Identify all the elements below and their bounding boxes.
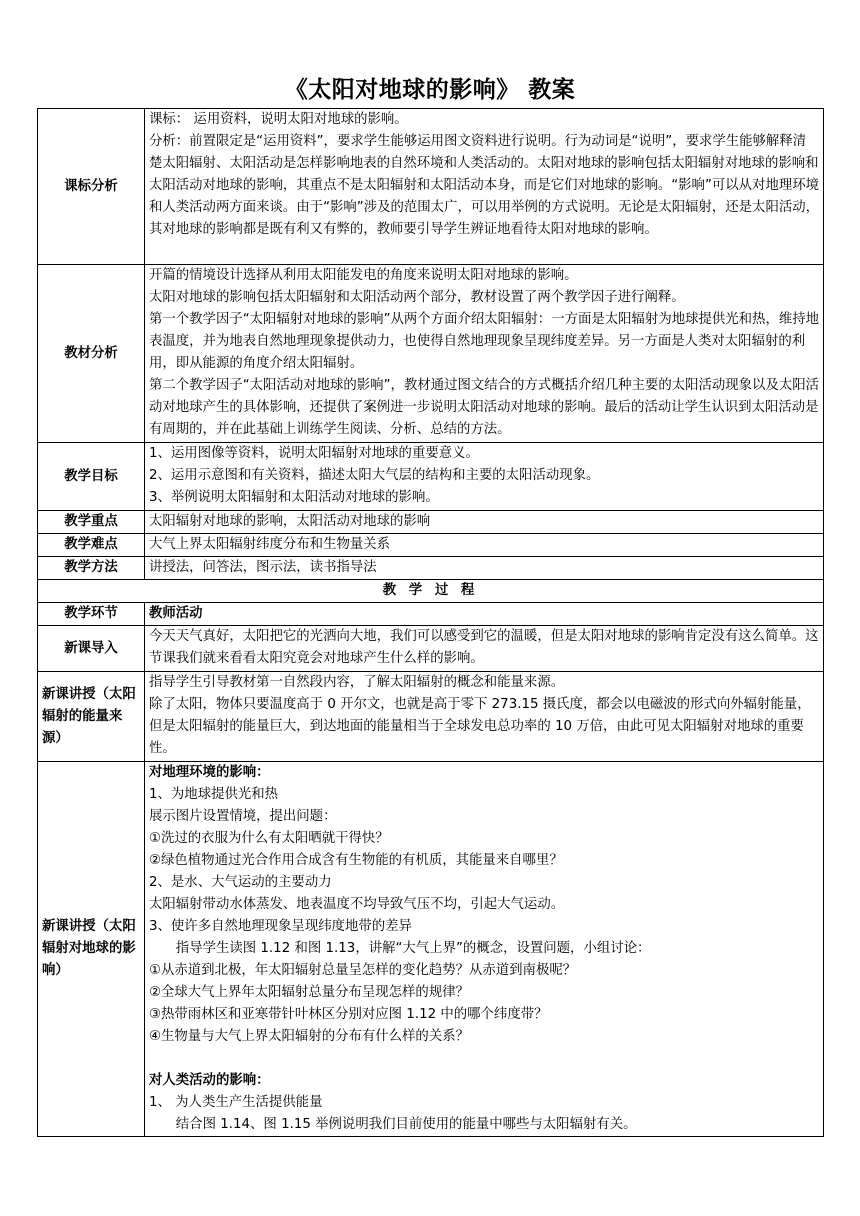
text-line: 3、使许多自然地理现象呈现纬度地带的差异 — [149, 919, 412, 934]
text-line: 指导学生读图 1.12 和图 1.13，讲解“大气上界”的概念，设置问题，小组讨论： — [175, 941, 651, 956]
text-line: 课标： 运用资料，说明太阳对地球的影响。 — [149, 112, 408, 127]
row-content — [145, 626, 824, 672]
text-line: 第二个教学因子“太阳活动对地球的影响”，教材通过图文结合的方式概括介绍几种主要的太阳活动现象以及太阳活动对地球产生的具体影响，还提供了案例进一步说明太阳活动对地球的影响。最后的活动让学生认识到太阳活动是有周期的，并在此基础上训练学生阅读、分析、总结的方法。 — [149, 378, 820, 437]
row-stage-header — [38, 603, 824, 626]
row-textbook-analysis — [38, 265, 824, 443]
row-label: 教学难点 — [38, 534, 145, 557]
text-line: ①洗过的衣服为什么有太阳晒就干得快？ — [149, 831, 389, 846]
text-line: 2、运用示意图和有关资料，描述太阳大气层的结构和主要的太阳活动现象。 — [149, 468, 600, 483]
row-label: 课标分析 — [38, 109, 145, 265]
row-curriculum-analysis — [38, 109, 824, 265]
text-line: 太阳辐射带动水体蒸发、地表温度不均导致气压不均，引起大气运动。 — [149, 897, 565, 912]
page-title: 《太阳对地球的影响》 教案 — [284, 77, 576, 103]
text-line: 太阳对地球的影响包括太阳辐射和太阳活动两个部分，教材设置了两个教学因子进行阐释。 — [149, 290, 685, 305]
row-lecture-energy — [38, 672, 824, 762]
row-label: 新课讲授（太阳辐射的能量来源） — [38, 672, 145, 762]
text-line: 结合图 1.14、图 1.15 举例说明我们目前使用的能量中哪些与太阳辐射有关。 — [175, 1117, 637, 1132]
text-line: ②绿色植物通过光合作用合成含有生物能的有机质，其能量来自哪里？ — [149, 853, 563, 868]
row-content — [145, 672, 824, 762]
row-content — [145, 265, 824, 443]
row-content — [145, 443, 824, 511]
lesson-plan-table — [37, 108, 824, 1137]
row-label: 教学重点 — [38, 511, 145, 534]
text-line: ④生物量与大气上界太阳辐射的分布有什么样的关系？ — [149, 1029, 469, 1044]
text-line: 3、举例说明太阳辐射和太阳活动对地球的影响。 — [149, 490, 439, 505]
text-line: 1、运用图像等资料，说明太阳辐射对地球的重要意义。 — [149, 446, 479, 461]
row-content: 太阳辐射对地球的影响，太阳活动对地球的影响 — [145, 511, 824, 534]
row-difficulties — [38, 534, 824, 557]
row-label: 教学方法 — [38, 557, 145, 580]
blank-line — [149, 1048, 819, 1070]
row-content: 讲授法，问答法，图示法，读书指导法 — [145, 557, 824, 580]
text-line: 2、是水、大气运动的主要动力 — [149, 875, 332, 890]
column-header-stage: 教学环节 — [38, 603, 145, 626]
text-line: 今天天气真好，太阳把它的光洒向大地，我们可以感受到它的温暖，但是太阳对地球的影响肯定没有这么简单。这节课我们就来看看太阳究竟会对地球产生什么样的影响。 — [149, 629, 819, 666]
section-heading: 教 学 过 程 — [38, 580, 824, 603]
text-line: 展示图片设置情境，提出问题： — [149, 809, 337, 824]
subheading: 对地理环境的影响： — [149, 765, 270, 780]
text-line: 1、为地球提供光和热 — [149, 787, 279, 802]
text-line: 指导学生引导教材第一自然段内容，了解太阳辐射的概念和能量来源。 — [149, 675, 565, 690]
row-process-header — [38, 580, 824, 603]
text-line: 开篇的情境设计选择从利用太阳能发电的角度来说明太阳对地球的影响。 — [149, 268, 578, 283]
text-line: ②全球大气上界年太阳辐射总量分布呈现怎样的规律？ — [149, 985, 469, 1000]
column-header-teacher-activity: 教师活动 — [145, 603, 824, 626]
row-methods — [38, 557, 824, 580]
row-label: 新课导入 — [38, 626, 145, 672]
row-key-points — [38, 511, 824, 534]
text-line: 1、 为人类生产生活提供能量 — [149, 1095, 323, 1110]
row-teaching-goals — [38, 443, 824, 511]
row-label: 新课讲授（太阳辐射对地球的影响） — [38, 762, 145, 1137]
text-line: 分析：前置限定是“运用资料”，要求学生能够运用图文资料进行说明。行为动词是“说明”，要求学生能够解释清楚太阳辐射、太阳活动是怎样影响地表的自然环境和人类活动的。太阳对地球的影响包括太阳辐射对地球的影响和太阳活动对地球的影响，其重点不是太阳辐射和太阳活动本身，而是它们对地球的影响。“影响”可以从对地理环境和人类活动两方面来谈。由于“影响”涉及的范围太广，可以用举例的方式说明。无论是太阳辐射，还是太阳活动，其对地球的影响都是既有利又有弊的，教师要引导学生辨证地看待太阳对地球的影响。 — [149, 134, 820, 237]
row-label: 教学目标 — [38, 443, 145, 511]
row-content — [145, 762, 824, 1137]
text-line: ③热带雨林区和亚寒带针叶林区分别对应图 1.12 中的哪个纬度带？ — [149, 1007, 548, 1022]
text-line: ①从赤道到北极，年太阳辐射总量呈怎样的变化趋势？从赤道到南极呢？ — [149, 963, 577, 978]
row-content — [145, 109, 824, 265]
row-introduction — [38, 626, 824, 672]
text-line: 除了太阳，物体只要温度高于 0 开尔文，也就是高于零下 273.15 摄氏度，都会以电磁波的形式向外辐射能量，但是太阳辐射的能量巨大，到达地面的能量相当于全球发电总功率的 10 万倍，由此可见太阳辐射对地球的重要性。 — [149, 697, 811, 756]
row-content: 大气上界太阳辐射纬度分布和生物量关系 — [145, 534, 824, 557]
subheading: 对人类活动的影响： — [149, 1073, 270, 1088]
text-line: 第一个教学因子“太阳辐射对地球的影响”从两个方面介绍太阳辐射：一方面是太阳辐射为地球提供光和热，维持地表温度，并为地表自然地理现象提供动力，也使得自然地理现象呈现纬度差异。另一方面是人类对太阳辐射的利用，即从能源的角度介绍太阳辐射。 — [149, 312, 820, 371]
row-lecture-impact — [38, 762, 824, 1137]
row-label: 教材分析 — [38, 265, 145, 443]
